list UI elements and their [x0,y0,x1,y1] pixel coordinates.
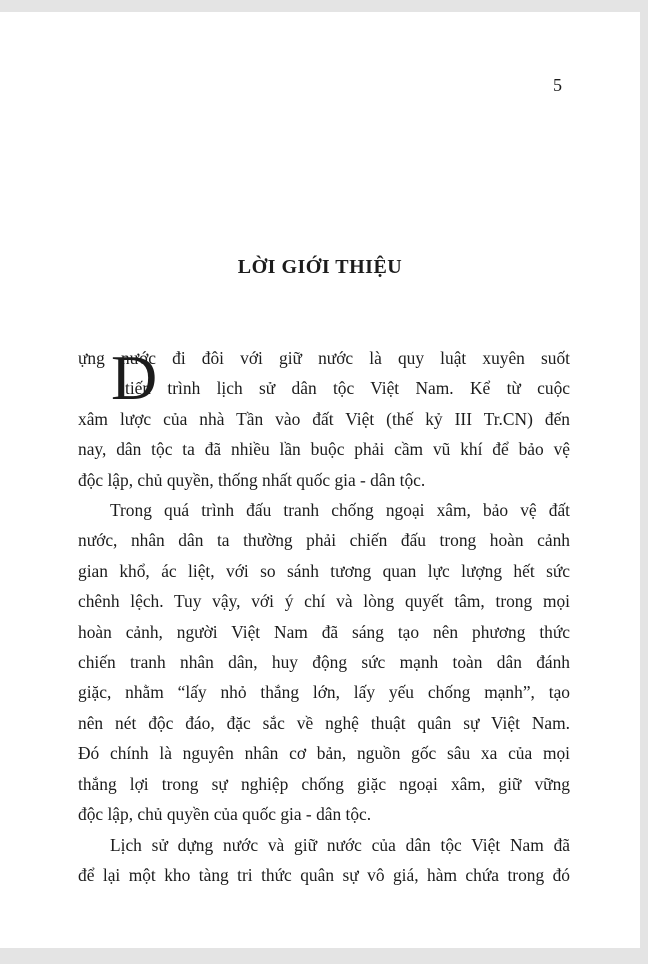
text-line: nay, dân tộc ta đã nhiều lần buộc phải cầm vũ khí để bảo vệ [78,439,570,460]
text-line: Trong quá trình đấu tranh chống ngoại xâm, bảo vệ đất [110,500,570,521]
text-line: chênh lệch. Tuy vậy, với ý chí và lòng quyết tâm, trong mọi [78,591,570,612]
text-line: thắng lợi trong sự nghiệp chống giặc ngoại xâm, giữ vững [78,773,570,794]
text-line: độc lập, chủ quyền của quốc gia - dân tộc. [78,804,372,825]
text-line: gian khổ, ác liệt, với so sánh tương quan lực lượng hết sức [78,560,570,581]
text-line: xâm lược của nhà Tần vào đất Việt (thế kỷ III Tr.CN) đến [78,408,570,429]
page-title: LỜI GIỚI THIỆU [237,256,403,278]
text-line: Lịch sử dựng nước và giữ nước của dân tộc Việt Nam đã [110,834,570,855]
text-line: tiến trình lịch sử dân tộc Việt Nam. Kể từ cuộc [125,378,570,399]
text-line: giặc, nhằm “lấy nhỏ thắng lớn, lấy yếu chống mạnh”, tạo [78,682,570,703]
book-page [0,12,640,948]
body-text [78,343,570,890]
text-line: chiến tranh nhân dân, huy động sức mạnh toàn dân đánh [78,652,570,673]
text-line: nên nét độc đáo, đặc sắc về nghệ thuật quân sự Việt Nam. [78,712,570,733]
text-line: hoàn cảnh, người Việt Nam đã sáng tạo nên phương thức [78,621,570,642]
drop-cap: D [111,342,158,413]
page-number: 5 [553,75,562,95]
text-line: độc lập, chủ quyền, thống nhất quốc gia - dân tộc. [78,469,426,490]
text-line: để lại một kho tàng tri thức quân sự vô giá, hàm chứa trong đó [78,864,570,885]
text-line: ựng nước đi đôi với giữ nước là quy luật xuyên suốt [78,348,570,368]
text-line: nước, nhân dân ta thường phải chiến đấu trong hoàn cảnh [78,530,570,551]
text-line: Đó chính là nguyên nhân cơ bản, nguồn gốc sâu xa của mọi [78,743,570,764]
